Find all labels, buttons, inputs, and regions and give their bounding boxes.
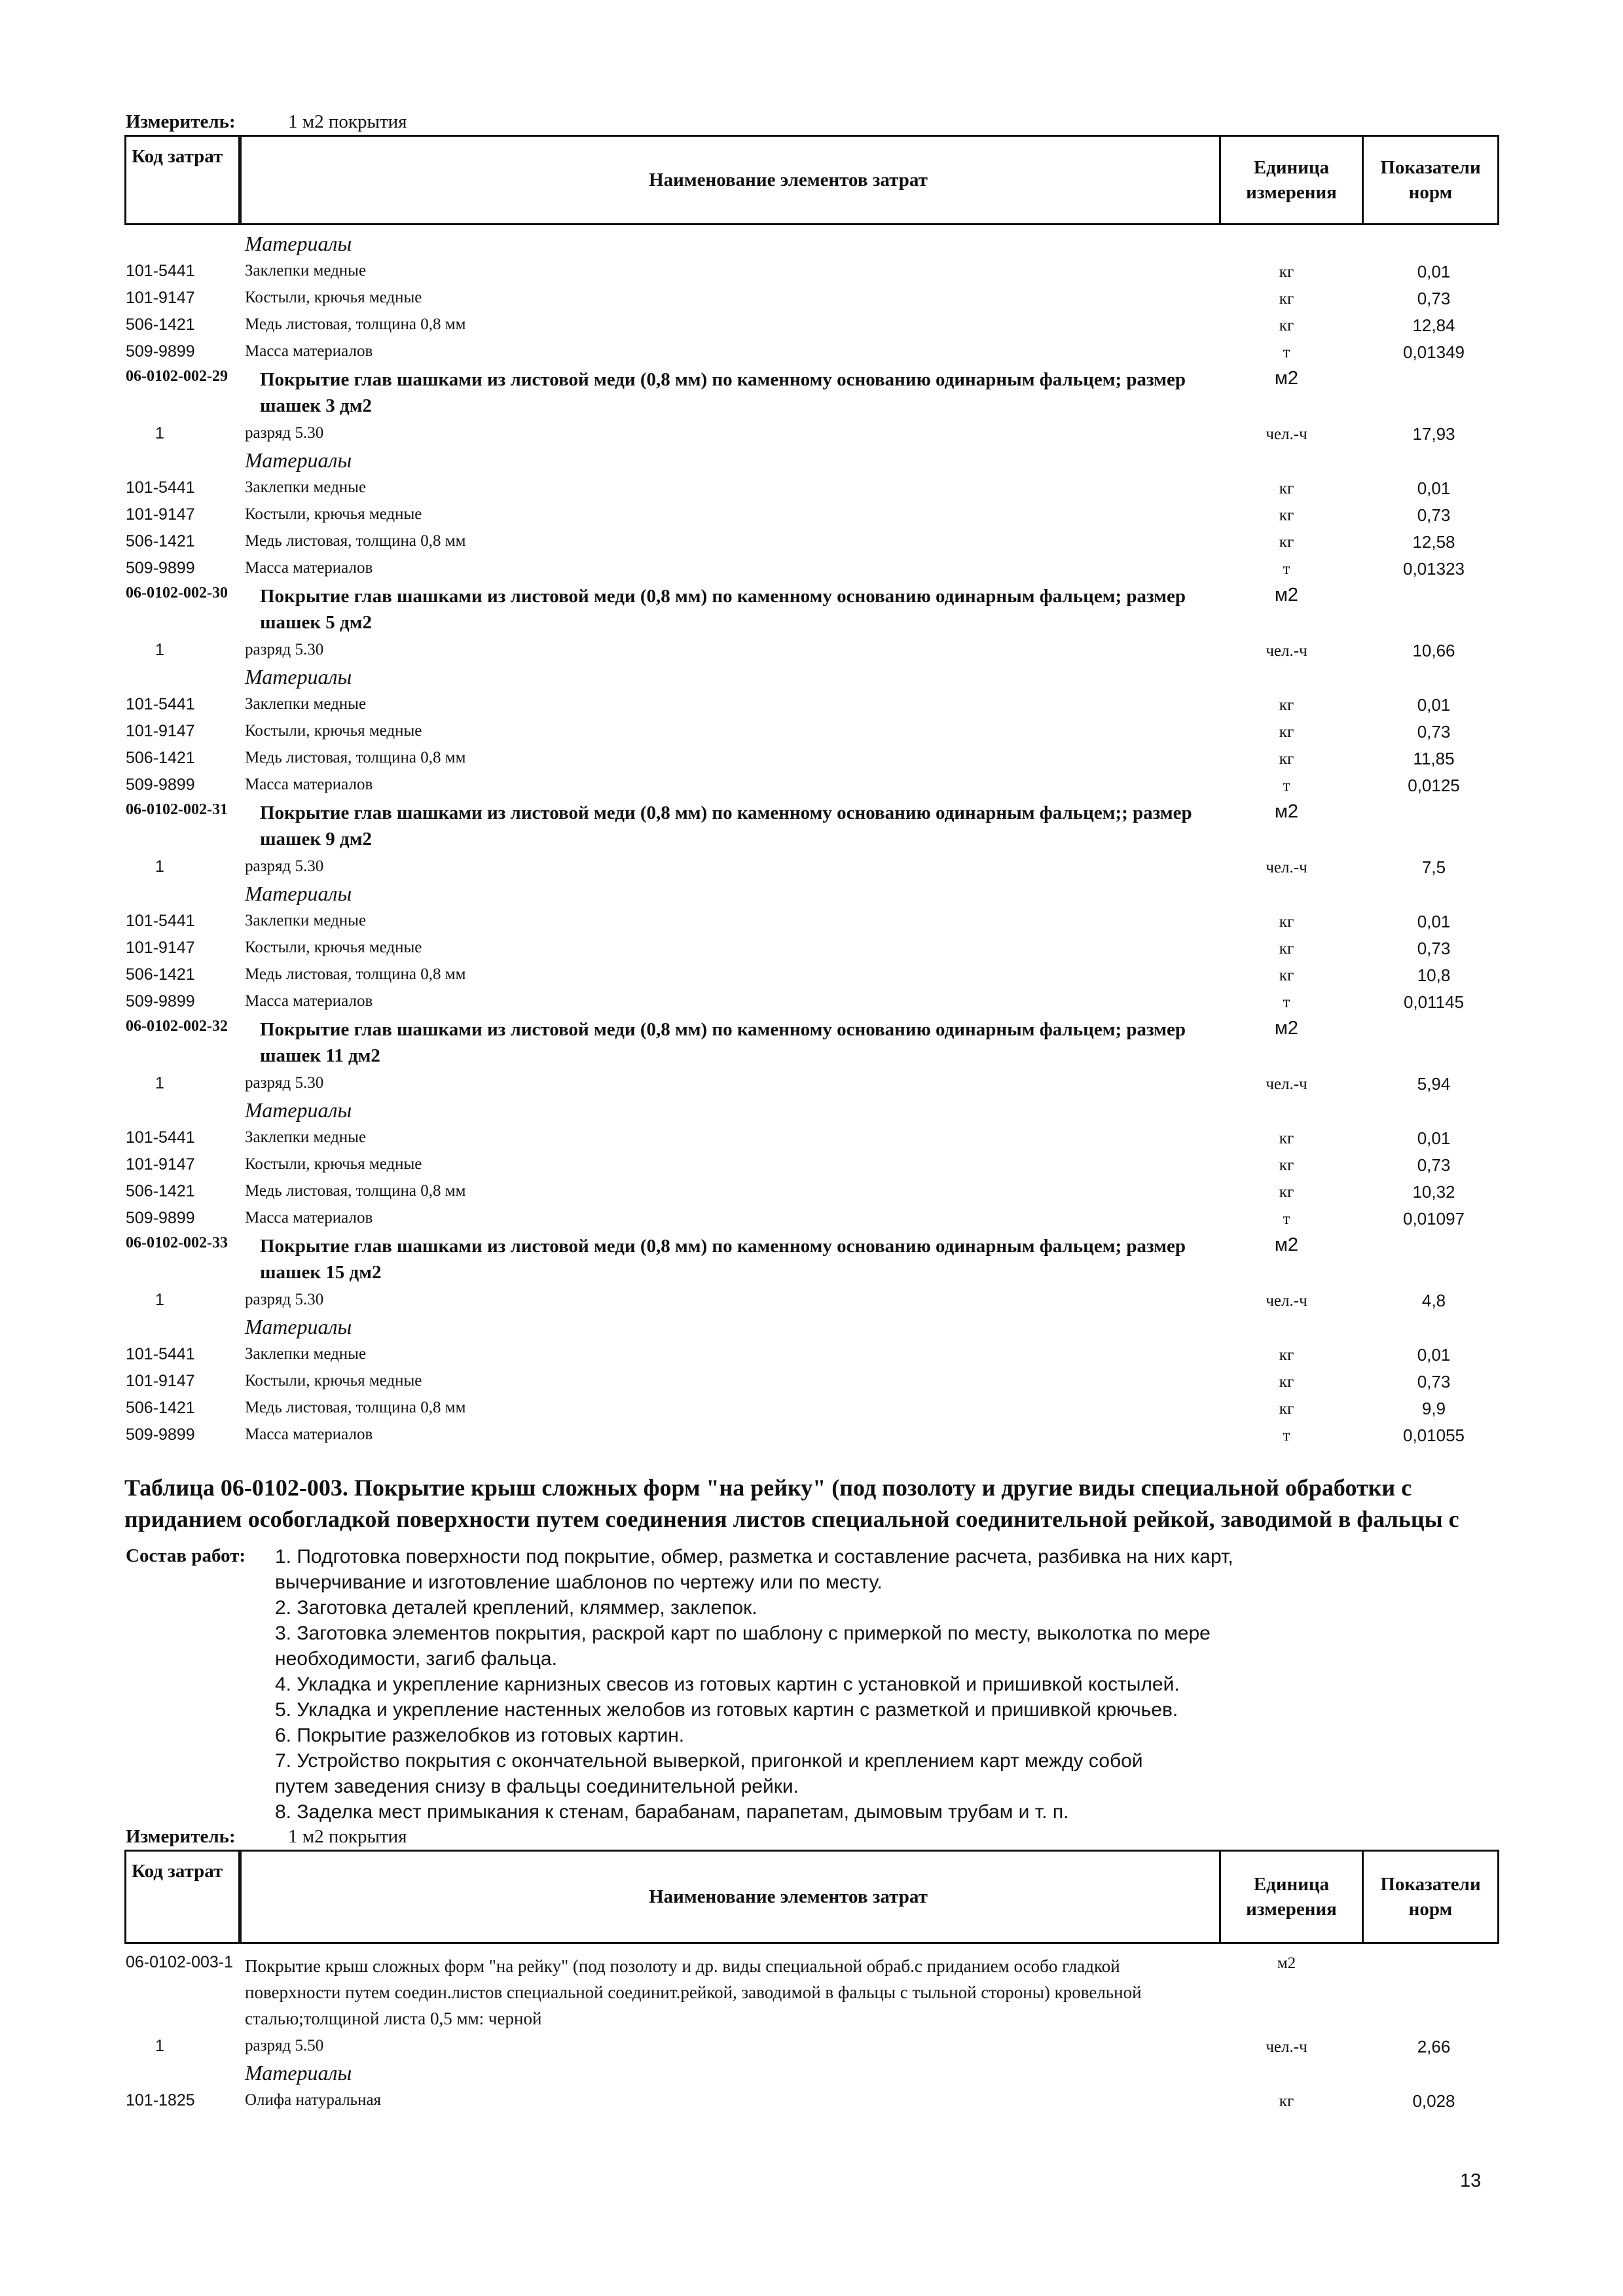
cost-code: 06-0102-002-31 [126,801,228,818]
position-row [124,1232,1512,1287]
element-name: Олифа натуральная [245,2091,382,2109]
cost-code: 1 [155,2037,164,2055]
table-header [124,135,1499,225]
unit-of-measure: чел.-ч [1266,425,1307,443]
unit-of-measure: м2 [1277,1954,1296,1972]
materials-heading: Материалы [245,448,352,472]
unit-of-measure: кг [1279,913,1294,931]
material-row [124,528,1512,555]
position-row [124,798,1512,853]
materials-heading-row [124,664,1512,691]
cost-code: 1 [155,1291,164,1309]
norm-value: 0,01 [1417,262,1451,281]
cost-code: 06-0102-002-29 [126,368,228,385]
cost-code: 509-9899 [126,1426,195,1444]
cost-code: 1 [155,857,164,876]
header-code: Код затрат [126,137,242,223]
element-name: Масса материалов [245,559,373,577]
unit-of-measure: м2 [1274,368,1299,389]
material-row [124,961,1512,988]
unit-of-measure: кг [1279,290,1294,308]
norm-value: 9,9 [1421,1399,1446,1418]
element-name: Покрытие крыш сложных форм "на рейку" (под позолоту и др. виды специальной обраб.с приданием особо гладкой поверхности путем соедин.листов специальной соединит.рейкой, заводимой в фальцы с тыльной стороны) кровельной сталью;толщиной листа 0,5 мм: черной [245,1956,1142,2028]
header-name: Наименование элементов затрат [649,1886,928,1907]
norm-value: 0,028 [1412,2091,1455,2111]
material-row [124,1341,1512,1368]
element-name: Масса материалов [245,1209,373,1227]
cost-code: 101-5441 [126,478,195,497]
work-step: 4. Укладка и укрепление карнизных свесов из готовых картин с установкой и пришивкой костылей. [275,1674,1180,1695]
work-step: 1. Подготовка поверхности под покрытие, обмер, разметка и составление расчета, разбивка на них карт, [275,1546,1233,1568]
unit-of-measure: кг [1279,263,1294,281]
unit-of-measure: м2 [1274,1234,1299,1255]
measure-label: Измеритель: [126,111,236,132]
element-name: Масса материалов [245,776,373,793]
table-body-1 [124,230,1512,1448]
material-row [124,1422,1512,1448]
cost-code: 101-5441 [126,695,195,713]
labor-row [124,2033,1512,2060]
material-row [124,285,1512,312]
cost-code: 509-9899 [126,342,195,361]
unit-of-measure: т [1283,1210,1290,1228]
cost-code: 06-0102-002-33 [126,1234,228,1251]
header-norm-line2: норм [1408,1899,1453,1920]
cost-code: 101-5441 [126,262,195,280]
element-name: Медь листовая, толщина 0,8 мм [245,315,466,333]
measure-label: Измеритель: [126,1826,236,1847]
work-step: необходимости, загиб фальца. [275,1648,557,1670]
measure-value: 1 м2 покрытия [288,1826,407,1847]
cost-code: 506-1421 [126,1182,195,1200]
cost-code: 101-9147 [126,1155,195,1174]
element-name: разряд 5.50 [245,2037,324,2054]
materials-heading: Материалы [245,665,352,689]
cost-code: 06-0102-002-32 [126,1018,228,1035]
element-name: Заклепки медные [245,1345,367,1363]
work-step: 7. Устройство покрытия с окончательной выверкой, пригонкой и креплением карт между собой [275,1750,1143,1772]
cost-code: 1 [155,641,164,659]
element-name: Медь листовая, толщина 0,8 мм [245,1399,466,1416]
material-row [124,338,1512,365]
element-name: разряд 5.30 [245,1074,324,1092]
cost-code: 1 [155,1074,164,1092]
cost-code: 506-1421 [126,965,195,984]
unit-of-measure: кг [1279,967,1294,984]
unit-of-measure: т [1283,1427,1290,1444]
element-name: Покрытие глав шашками из листовой меди (0,8 мм) по каменному основанию одинарным фальцем; размер шашек 5 дм2 [260,586,1186,633]
norm-value: 0,73 [1417,939,1451,958]
materials-heading: Материалы [245,1098,352,1122]
unit-of-measure: кг [1279,2092,1294,2110]
cost-code: 101-9147 [126,1372,195,1390]
measure-line [124,111,1512,135]
cost-code: 101-5441 [126,1345,195,1363]
labor-row [124,853,1512,880]
unit-of-measure: кг [1279,480,1294,497]
header-unit-line1: Единица [1253,157,1330,178]
header-unit [1219,137,1362,223]
element-name: разряд 5.30 [245,424,324,442]
material-row [124,475,1512,501]
materials-heading-row [124,1097,1512,1124]
norm-value: 10,32 [1412,1182,1455,1202]
unit-of-measure: чел.-ч [1266,2038,1307,2056]
unit-of-measure: м2 [1274,801,1299,822]
position-row [124,582,1512,637]
material-row [124,745,1512,772]
table-title-line1: Таблица 06-0102-003. Покрытие крыш сложных форм "на рейку" (под позолоту и другие виды специальной обработки с [124,1475,1412,1501]
material-row [124,718,1512,745]
material-row [124,501,1512,528]
table-title-line2: приданием особогладкой поверхности путем соединения листов специальной соединительной рейкой, заводимой в фальцы с [124,1506,1459,1532]
norm-value: 0,73 [1417,722,1451,742]
cost-code: 101-1825 [126,2091,195,2109]
element-name: Заклепки медные [245,1128,367,1146]
material-row [124,1395,1512,1422]
element-name: Масса материалов [245,992,373,1010]
unit-of-measure: т [1283,344,1290,361]
unit-of-measure: кг [1279,533,1294,551]
cost-code: 506-1421 [126,749,195,767]
norm-value: 0,0125 [1408,776,1460,795]
norm-value: 5,94 [1417,1074,1451,1094]
position-row [124,1015,1512,1070]
element-name: Костыли, крючья медные [245,1372,422,1390]
cost-code: 101-9147 [126,722,195,740]
element-name: Покрытие глав шашками из листовой меди (0,8 мм) по каменному основанию одинарным фальцем; размер шашек 11 дм2 [260,1019,1186,1066]
work-label: Состав работ: [126,1545,246,1566]
element-name: Медь листовая, толщина 0,8 мм [245,1182,466,1200]
norm-value: 0,01349 [1403,342,1465,362]
material-row [124,988,1512,1015]
cost-code: 06-0102-003-1 [126,1953,234,1971]
cost-code: 101-9147 [126,289,195,307]
header-name: Наименование элементов затрат [649,169,928,190]
material-row [124,1178,1512,1205]
table-title [124,1472,1506,1535]
material-row [124,935,1512,961]
header-unit [1219,1852,1362,1942]
labor-row [124,637,1512,664]
element-name: разряд 5.30 [245,1291,324,1308]
element-name: Костыли, крючья медные [245,939,422,956]
unit-of-measure: кг [1279,1157,1294,1174]
cost-code: 509-9899 [126,992,195,1011]
element-name: Заклепки медные [245,695,367,713]
element-name: Покрытие глав шашками из листовой меди (0,8 мм) по каменному основанию одинарным фальцем; размер шашек 15 дм2 [260,1236,1186,1283]
element-name: Костыли, крючья медные [245,722,422,740]
header-norm-line1: Показатели [1380,1874,1481,1895]
work-step: 8. Заделка мест примыкания к стенам, барабанам, парапетам, дымовым трубам и т. п. [275,1801,1069,1823]
unit-of-measure: кг [1279,1373,1294,1391]
norm-value: 10,66 [1412,641,1455,660]
unit-of-measure: кг [1279,1400,1294,1418]
work-list [124,1544,1512,1825]
material-row [124,1124,1512,1151]
cost-code: 509-9899 [126,1209,195,1227]
norm-value: 0,73 [1417,505,1451,525]
unit-of-measure: кг [1279,1130,1294,1147]
element-name: Заклепки медные [245,262,367,279]
element-name: Медь листовая, толщина 0,8 мм [245,532,466,550]
material-row [124,1368,1512,1395]
materials-heading: Материалы [245,2061,352,2085]
unit-of-measure: кг [1279,1346,1294,1364]
cost-code: 506-1421 [126,315,195,334]
unit-of-measure: чел.-ч [1266,859,1307,876]
header-code: Код затрат [126,1852,242,1942]
header-unit-line2: измерения [1246,1899,1337,1920]
materials-heading-row [124,2060,1512,2087]
materials-heading: Материалы [245,1315,352,1338]
norm-value: 0,73 [1417,1372,1451,1391]
norm-value: 0,01097 [1403,1209,1465,1229]
work-step: 3. Заготовка элементов покрытия, раскрой карт по шаблону с примеркой по месту, выколотка по мере [275,1623,1211,1644]
unit-of-measure: кг [1279,507,1294,524]
position-row [124,365,1512,420]
labor-row [124,1070,1512,1097]
norm-value: 0,01 [1417,912,1451,931]
norm-value: 2,66 [1417,2037,1451,2056]
element-name: разряд 5.30 [245,641,324,658]
materials-heading-row [124,1314,1512,1341]
norm-value: 0,01 [1417,695,1451,715]
unit-of-measure: т [1283,994,1290,1011]
norm-value: 0,01055 [1403,1426,1465,1445]
element-name: Медь листовая, толщина 0,8 мм [245,965,466,983]
cost-code: 509-9899 [126,559,195,577]
unit-of-measure: чел.-ч [1266,1292,1307,1310]
cost-code: 101-5441 [126,912,195,930]
unit-of-measure: чел.-ч [1266,1075,1307,1093]
norm-value: 0,01 [1417,1128,1451,1148]
norm-value: 0,73 [1417,1155,1451,1175]
cost-code: 1 [155,424,164,442]
cost-code: 509-9899 [126,776,195,794]
element-name: Костыли, крючья медные [245,1155,422,1173]
cost-code: 506-1421 [126,532,195,550]
work-step: вычерчивание и изготовление шаблонов по чертежу или по месту. [275,1571,883,1593]
cost-code: 101-9147 [126,939,195,957]
element-name: разряд 5.30 [245,857,324,875]
work-step: 2. Заготовка деталей креплений, кляммер, заклепок. [275,1597,757,1619]
norm-value: 4,8 [1421,1291,1446,1310]
norm-value: 0,01 [1417,1345,1451,1365]
position-row [124,1949,1512,2033]
norm-value: 17,93 [1412,424,1455,444]
element-name: Заклепки медные [245,912,367,929]
work-step: 6. Покрытие разжелобков из готовых картин. [275,1725,685,1746]
unit-of-measure: м2 [1274,584,1299,605]
labor-row [124,1287,1512,1314]
unit-of-measure: кг [1279,750,1294,768]
norm-value: 12,84 [1412,315,1455,335]
header-norm [1362,137,1497,223]
work-step: 5. Укладка и укрепление настенных желобов из готовых картин с разметкой и пришивкой крючьев. [275,1699,1178,1721]
labor-row [124,420,1512,447]
work-composition [124,1544,1512,1825]
material-row [124,1151,1512,1178]
materials-heading-row [124,447,1512,475]
unit-of-measure: кг [1279,696,1294,714]
measure-line-2 [124,1826,1512,1850]
unit-of-measure: кг [1279,940,1294,958]
materials-heading: Материалы [245,232,352,255]
unit-of-measure: кг [1279,317,1294,334]
cost-code: 101-9147 [126,505,195,524]
measure-value: 1 м2 покрытия [288,111,407,132]
page-number: 13 [1460,2170,1482,2191]
norm-value: 0,01 [1417,478,1451,498]
material-row [124,258,1512,285]
element-name: Масса материалов [245,342,373,360]
material-row [124,691,1512,718]
element-name: Костыли, крючья медные [245,505,422,523]
header-unit-line2: измерения [1246,182,1337,203]
element-name: Костыли, крючья медные [245,289,422,306]
unit-of-measure: т [1283,777,1290,795]
element-name: Покрытие глав шашками из листовой меди (0,8 мм) по каменному основанию одинарным фальцем; размер шашек 3 дм2 [260,369,1186,416]
work-step: путем заведения снизу в фальцы соединительной рейки. [275,1776,799,1797]
header-norm-line2: норм [1408,182,1453,203]
cost-code: 101-5441 [126,1128,195,1147]
material-row [124,2087,1512,2114]
materials-heading-row [124,880,1512,908]
table-body-2 [124,1949,1512,2114]
element-name: Масса материалов [245,1426,373,1443]
cost-code: 506-1421 [126,1399,195,1417]
materials-heading-row [124,230,1512,258]
header-unit-line1: Единица [1253,1874,1330,1895]
materials-heading: Материалы [245,882,352,905]
material-row [124,555,1512,582]
table-header-2 [124,1850,1499,1944]
norm-value: 0,73 [1417,289,1451,308]
header-norm-line1: Показатели [1380,157,1481,178]
norm-value: 7,5 [1421,857,1446,877]
norm-value: 11,85 [1413,749,1455,768]
unit-of-measure: кг [1279,723,1294,741]
norm-value: 0,01323 [1403,559,1465,579]
norm-value: 0,01145 [1403,992,1465,1012]
norm-value: 10,8 [1417,965,1451,985]
element-name: Покрытие глав шашками из листовой меди (0,8 мм) по каменному основанию одинарным фальцем;; размер шашек 9 дм2 [260,802,1192,850]
unit-of-measure: чел.-ч [1266,642,1307,660]
document-page [124,111,1512,2114]
header-norm [1362,1852,1497,1942]
element-name: Заклепки медные [245,478,367,496]
unit-of-measure: м2 [1274,1018,1299,1039]
norm-value: 12,58 [1412,532,1455,552]
unit-of-measure: т [1283,560,1290,578]
material-row [124,1205,1512,1232]
element-name: Медь листовая, толщина 0,8 мм [245,749,466,766]
cost-code: 06-0102-002-30 [126,584,228,601]
unit-of-measure: кг [1279,1183,1294,1201]
material-row [124,772,1512,798]
material-row [124,908,1512,935]
material-row [124,312,1512,338]
